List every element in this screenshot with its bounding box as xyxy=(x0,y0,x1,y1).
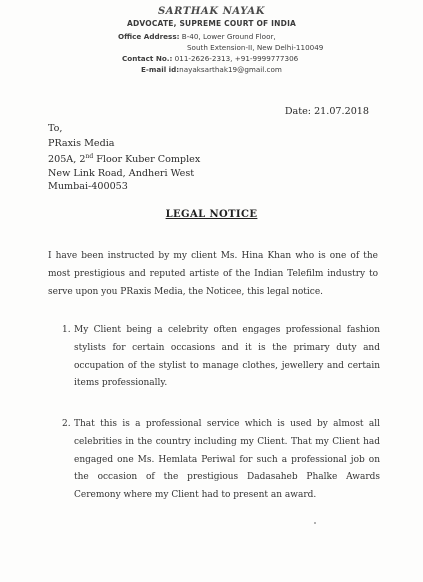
point-2 xyxy=(62,416,380,505)
recipient-address-line-2: New Link Road, Andheri West xyxy=(48,167,195,179)
contact-value: 011-2626-2313, +91-9999777306 xyxy=(174,54,299,63)
office-address-label: Office Address: xyxy=(118,32,180,41)
contact-label: Contact No.: xyxy=(122,54,173,63)
office-address-line-2: South Extension-II, New Delhi-110049 xyxy=(187,43,324,52)
point-2-text: That this is a professional service which is used by almost all celebrities in the country including my Client. That my Client had engaged one Ms. Hemlata Periwal for such a professional job on the occasion of the prestigious Dadasaheb Phalke Awards Ceremony where my Client had to present an award. xyxy=(74,419,380,501)
recipient-address-line-3: Mumbai-400053 xyxy=(48,181,128,192)
address-line-1-superscript: nd xyxy=(85,153,94,161)
to-label: To, xyxy=(48,123,63,134)
stray-mark xyxy=(314,522,316,524)
address-line-1-start: 205A, 2 xyxy=(48,154,86,166)
email-value: nayaksarthak19@gmail.com xyxy=(179,65,282,74)
point-1 xyxy=(62,322,380,393)
recipient-block xyxy=(48,122,200,193)
contact-line xyxy=(122,54,298,63)
advocate-designation: ADVOCATE, SUPREME COURT OF INDIA xyxy=(126,19,297,28)
office-address-value: B-40, Lower Ground Floor, xyxy=(181,32,276,41)
advocate-name: SARTHAK NAYAK xyxy=(157,6,266,17)
point-1-text: My Client being a celebrity often engages professional fashion stylists for certain occasions and it is the primary duty and occupation of the stylist to manage clothes, jewellery and certain items professionally. xyxy=(74,325,380,389)
email-label: E-mail id: xyxy=(141,65,180,74)
recipient-name: PRaxis Media xyxy=(48,138,115,150)
notice-title: LEGAL NOTICE xyxy=(165,209,258,220)
office-address-line-1 xyxy=(118,32,276,41)
intro-paragraph: I have been instructed by my client Ms. Hina Khan who is one of the most prestigious and reputed artiste of the Indian Telefilm industry to serve upon you PRaxis Media, the Noticee, this legal notice. xyxy=(48,251,378,297)
email-line xyxy=(141,65,282,74)
recipient-address-line-1 xyxy=(48,150,200,166)
notice-date: Date: 21.07.2018 xyxy=(284,106,369,117)
point-2-number: 2. xyxy=(62,419,71,429)
address-line-1-end: Floor Kuber Complex xyxy=(93,154,201,166)
point-1-number: 1. xyxy=(62,325,71,335)
